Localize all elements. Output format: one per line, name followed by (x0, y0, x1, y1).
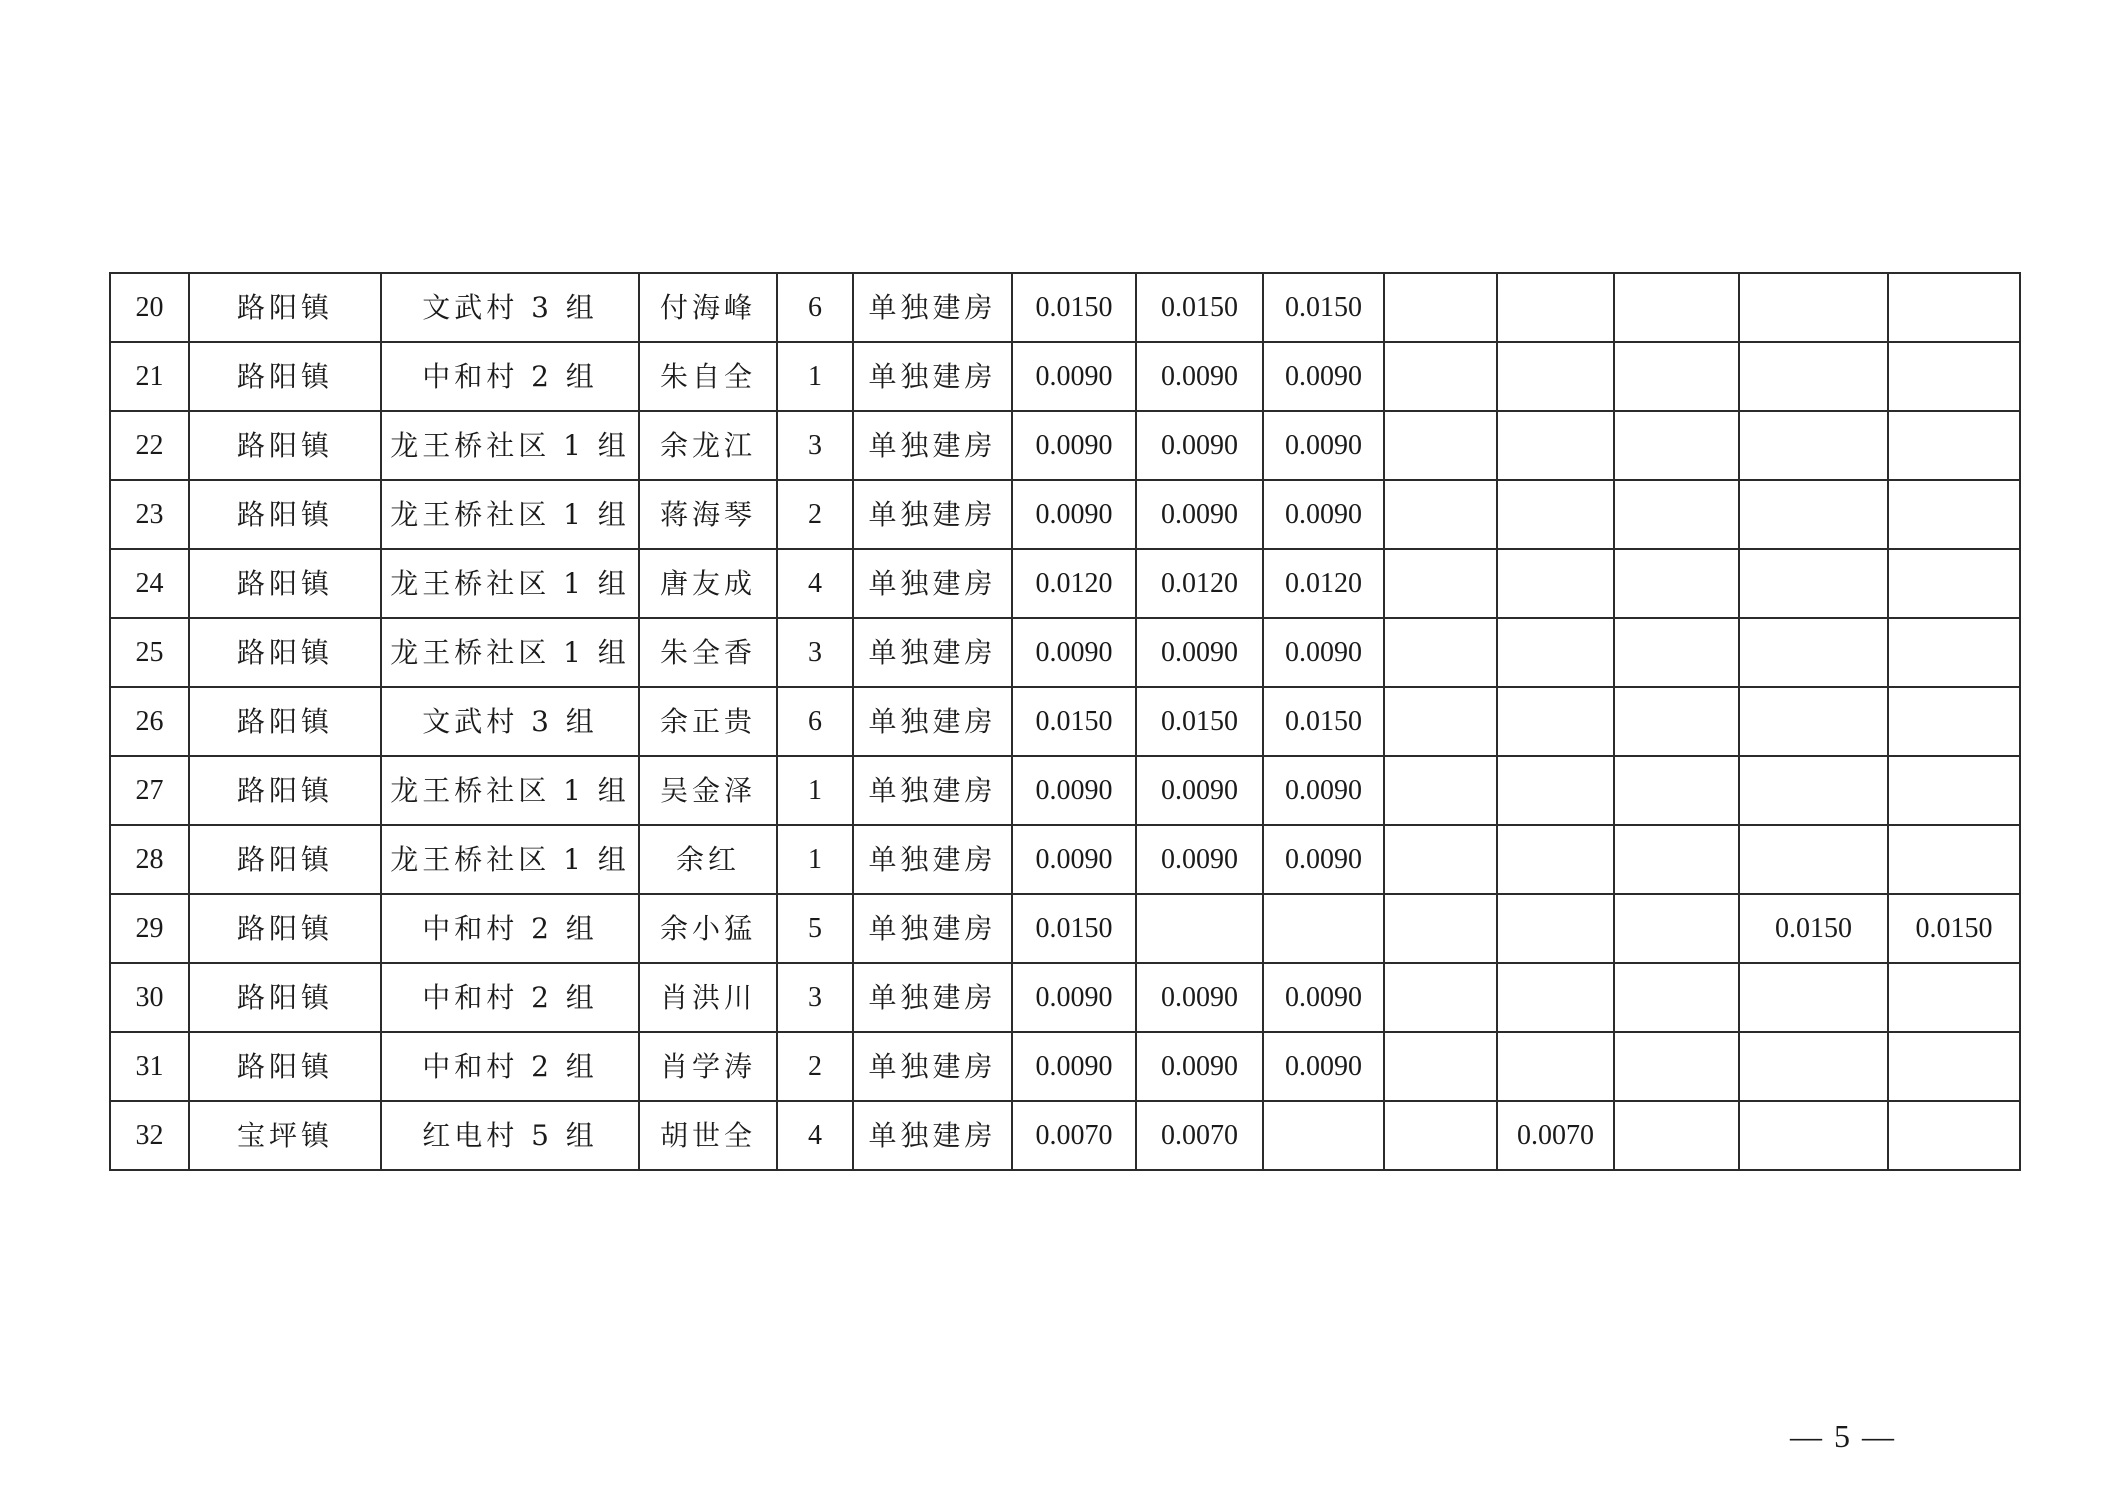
area-cell: 0.0150 (1012, 687, 1136, 756)
area-cell (1614, 825, 1739, 894)
person-name-cell: 胡世全 (639, 1101, 777, 1170)
area-cell (1263, 1101, 1384, 1170)
household-size-cell: 1 (777, 756, 853, 825)
person-name-cell: 余龙江 (639, 411, 777, 480)
row-number-cell: 21 (110, 342, 189, 411)
village-group-cell: 中和村 2 组 (381, 1032, 639, 1101)
village-group-cell: 中和村 2 组 (381, 894, 639, 963)
town-cell: 路阳镇 (189, 480, 381, 549)
build-type-cell: 单独建房 (853, 1032, 1012, 1101)
person-name-cell: 朱全香 (639, 618, 777, 687)
row-number-cell: 27 (110, 756, 189, 825)
village-group-cell: 龙王桥社区 1 组 (381, 756, 639, 825)
page-number: — 5 — (1790, 1418, 1896, 1454)
town-cell: 路阳镇 (189, 411, 381, 480)
town-cell: 路阳镇 (189, 687, 381, 756)
area-cell (1384, 273, 1497, 342)
area-cell: 0.0090 (1136, 825, 1263, 894)
area-cell: 0.0150 (1012, 894, 1136, 963)
area-cell (1888, 687, 2020, 756)
area-cell (1384, 756, 1497, 825)
town-cell: 路阳镇 (189, 273, 381, 342)
town-cell: 宝坪镇 (189, 1101, 381, 1170)
household-size-cell: 6 (777, 273, 853, 342)
row-number-cell: 22 (110, 411, 189, 480)
area-cell (1614, 687, 1739, 756)
area-cell: 0.0090 (1136, 342, 1263, 411)
town-cell: 路阳镇 (189, 549, 381, 618)
area-cell (1614, 1032, 1739, 1101)
build-type-cell: 单独建房 (853, 618, 1012, 687)
row-number-cell: 31 (110, 1032, 189, 1101)
village-group-cell: 龙王桥社区 1 组 (381, 480, 639, 549)
household-size-cell: 6 (777, 687, 853, 756)
village-group-cell: 龙王桥社区 1 组 (381, 618, 639, 687)
area-cell (1614, 756, 1739, 825)
village-group-cell: 文武村 3 组 (381, 687, 639, 756)
area-cell (1497, 342, 1614, 411)
row-number-cell: 24 (110, 549, 189, 618)
area-cell (1384, 825, 1497, 894)
table-row (110, 480, 2020, 549)
area-cell (1739, 687, 1888, 756)
row-number-cell: 20 (110, 273, 189, 342)
person-name-cell: 唐友成 (639, 549, 777, 618)
village-group-cell: 龙王桥社区 1 组 (381, 825, 639, 894)
build-type-cell: 单独建房 (853, 687, 1012, 756)
build-type-cell: 单独建房 (853, 963, 1012, 1032)
area-cell: 0.0090 (1012, 342, 1136, 411)
area-cell (1739, 549, 1888, 618)
area-cell (1384, 618, 1497, 687)
area-cell (1888, 1032, 2020, 1101)
area-cell (1384, 894, 1497, 963)
area-cell: 0.0090 (1136, 1032, 1263, 1101)
records-table (109, 272, 2021, 1171)
table-row (110, 411, 2020, 480)
row-number-cell: 30 (110, 963, 189, 1032)
build-type-cell: 单独建房 (853, 549, 1012, 618)
table-row (110, 273, 2020, 342)
household-size-cell: 3 (777, 618, 853, 687)
area-cell: 0.0090 (1263, 480, 1384, 549)
area-cell (1614, 480, 1739, 549)
town-cell: 路阳镇 (189, 618, 381, 687)
area-cell: 0.0090 (1012, 480, 1136, 549)
area-cell (1497, 549, 1614, 618)
table-row (110, 1032, 2020, 1101)
build-type-cell: 单独建房 (853, 1101, 1012, 1170)
village-group-cell: 文武村 3 组 (381, 273, 639, 342)
area-cell: 0.0090 (1263, 342, 1384, 411)
area-cell (1136, 894, 1263, 963)
build-type-cell: 单独建房 (853, 825, 1012, 894)
area-cell: 0.0090 (1012, 963, 1136, 1032)
row-number-cell: 26 (110, 687, 189, 756)
table-row (110, 756, 2020, 825)
area-cell (1888, 480, 2020, 549)
area-cell: 0.0090 (1012, 756, 1136, 825)
household-size-cell: 1 (777, 825, 853, 894)
person-name-cell: 蒋海琴 (639, 480, 777, 549)
area-cell (1497, 963, 1614, 1032)
table-row (110, 825, 2020, 894)
area-cell (1888, 411, 2020, 480)
area-cell (1497, 273, 1614, 342)
row-number-cell: 32 (110, 1101, 189, 1170)
area-cell: 0.0090 (1136, 963, 1263, 1032)
area-cell (1384, 342, 1497, 411)
area-cell (1384, 1101, 1497, 1170)
build-type-cell: 单独建房 (853, 894, 1012, 963)
area-cell (1384, 1032, 1497, 1101)
town-cell: 路阳镇 (189, 342, 381, 411)
area-cell (1614, 894, 1739, 963)
village-group-cell: 中和村 2 组 (381, 342, 639, 411)
area-cell: 0.0150 (1739, 894, 1888, 963)
village-group-cell: 红电村 5 组 (381, 1101, 639, 1170)
area-cell: 0.0090 (1263, 411, 1384, 480)
table-row (110, 894, 2020, 963)
area-cell (1497, 1032, 1614, 1101)
records-table-body (110, 273, 2020, 1170)
area-cell: 0.0090 (1012, 618, 1136, 687)
area-cell: 0.0070 (1136, 1101, 1263, 1170)
household-size-cell: 3 (777, 963, 853, 1032)
person-name-cell: 余正贵 (639, 687, 777, 756)
town-cell: 路阳镇 (189, 894, 381, 963)
area-cell (1888, 1101, 2020, 1170)
area-cell (1888, 342, 2020, 411)
table-row (110, 963, 2020, 1032)
area-cell (1614, 342, 1739, 411)
area-cell: 0.0090 (1136, 756, 1263, 825)
area-cell: 0.0150 (1136, 273, 1263, 342)
area-cell: 0.0120 (1136, 549, 1263, 618)
area-cell (1739, 411, 1888, 480)
area-cell: 0.0150 (1263, 273, 1384, 342)
table-row (110, 549, 2020, 618)
table-row (110, 342, 2020, 411)
person-name-cell: 付海峰 (639, 273, 777, 342)
area-cell: 0.0070 (1012, 1101, 1136, 1170)
area-cell (1384, 549, 1497, 618)
area-cell (1497, 618, 1614, 687)
area-cell: 0.0090 (1263, 963, 1384, 1032)
area-cell: 0.0070 (1497, 1101, 1614, 1170)
household-size-cell: 2 (777, 480, 853, 549)
area-cell: 0.0090 (1012, 1032, 1136, 1101)
area-cell (1888, 756, 2020, 825)
area-cell: 0.0090 (1263, 1032, 1384, 1101)
person-name-cell: 朱自全 (639, 342, 777, 411)
area-cell (1497, 756, 1614, 825)
town-cell: 路阳镇 (189, 756, 381, 825)
village-group-cell: 龙王桥社区 1 组 (381, 549, 639, 618)
area-cell (1384, 687, 1497, 756)
area-cell (1739, 1032, 1888, 1101)
area-cell (1739, 963, 1888, 1032)
person-name-cell: 吴金泽 (639, 756, 777, 825)
area-cell (1497, 480, 1614, 549)
area-cell (1888, 963, 2020, 1032)
build-type-cell: 单独建房 (853, 342, 1012, 411)
row-number-cell: 25 (110, 618, 189, 687)
area-cell: 0.0090 (1012, 825, 1136, 894)
village-group-cell: 龙王桥社区 1 组 (381, 411, 639, 480)
town-cell: 路阳镇 (189, 963, 381, 1032)
area-cell (1384, 411, 1497, 480)
area-cell: 0.0120 (1012, 549, 1136, 618)
person-name-cell: 肖洪川 (639, 963, 777, 1032)
area-cell: 0.0090 (1136, 411, 1263, 480)
row-number-cell: 29 (110, 894, 189, 963)
town-cell: 路阳镇 (189, 825, 381, 894)
area-cell (1614, 411, 1739, 480)
area-cell (1739, 756, 1888, 825)
row-number-cell: 28 (110, 825, 189, 894)
area-cell (1888, 549, 2020, 618)
area-cell (1888, 273, 2020, 342)
table-row (110, 618, 2020, 687)
person-name-cell: 余小猛 (639, 894, 777, 963)
area-cell (1739, 618, 1888, 687)
household-size-cell: 4 (777, 549, 853, 618)
area-cell (1739, 273, 1888, 342)
person-name-cell: 余红 (639, 825, 777, 894)
household-size-cell: 1 (777, 342, 853, 411)
area-cell (1614, 618, 1739, 687)
area-cell (1614, 963, 1739, 1032)
table-row (110, 1101, 2020, 1170)
area-cell (1384, 963, 1497, 1032)
area-cell (1614, 549, 1739, 618)
area-cell (1888, 618, 2020, 687)
household-size-cell: 3 (777, 411, 853, 480)
area-cell (1384, 480, 1497, 549)
village-group-cell: 中和村 2 组 (381, 963, 639, 1032)
area-cell (1497, 687, 1614, 756)
area-cell: 0.0150 (1888, 894, 2020, 963)
area-cell (1739, 825, 1888, 894)
area-cell: 0.0120 (1263, 549, 1384, 618)
area-cell (1263, 894, 1384, 963)
build-type-cell: 单独建房 (853, 480, 1012, 549)
town-cell: 路阳镇 (189, 1032, 381, 1101)
area-cell: 0.0090 (1263, 825, 1384, 894)
person-name-cell: 肖学涛 (639, 1032, 777, 1101)
build-type-cell: 单独建房 (853, 273, 1012, 342)
area-cell: 0.0090 (1263, 618, 1384, 687)
area-cell (1497, 894, 1614, 963)
household-size-cell: 4 (777, 1101, 853, 1170)
area-cell: 0.0090 (1012, 411, 1136, 480)
build-type-cell: 单独建房 (853, 411, 1012, 480)
build-type-cell: 单独建房 (853, 756, 1012, 825)
area-cell (1614, 1101, 1739, 1170)
area-cell (1888, 825, 2020, 894)
area-cell (1614, 273, 1739, 342)
area-cell: 0.0090 (1136, 618, 1263, 687)
area-cell (1739, 480, 1888, 549)
area-cell (1739, 1101, 1888, 1170)
area-cell: 0.0150 (1012, 273, 1136, 342)
area-cell: 0.0150 (1263, 687, 1384, 756)
area-cell (1739, 342, 1888, 411)
table-row (110, 687, 2020, 756)
area-cell: 0.0150 (1136, 687, 1263, 756)
area-cell (1497, 411, 1614, 480)
area-cell (1497, 825, 1614, 894)
household-size-cell: 5 (777, 894, 853, 963)
area-cell: 0.0090 (1136, 480, 1263, 549)
household-size-cell: 2 (777, 1032, 853, 1101)
area-cell: 0.0090 (1263, 756, 1384, 825)
row-number-cell: 23 (110, 480, 189, 549)
